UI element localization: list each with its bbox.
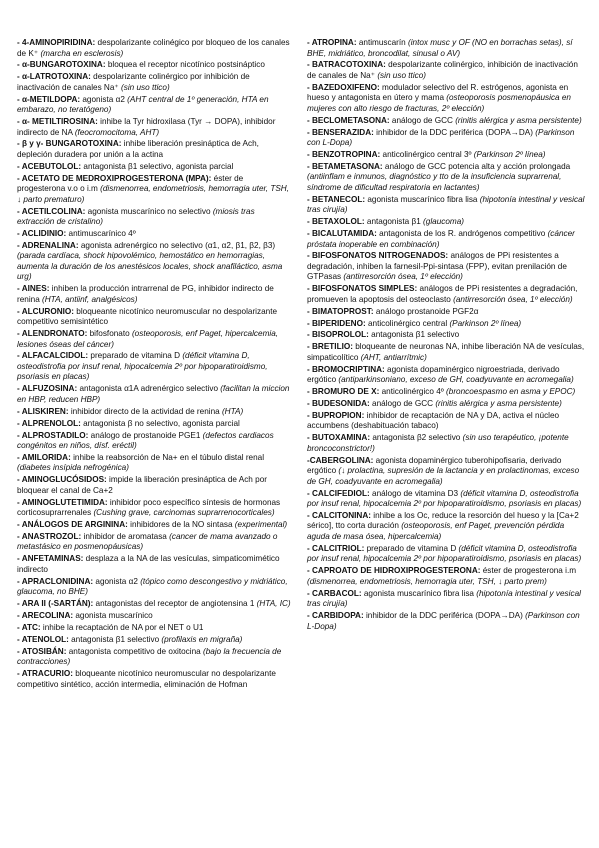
entry-term: - β y γ- BUNGAROTOXINA: (17, 139, 122, 149)
glossary-entry (17, 623, 292, 634)
entry-term: - ALFACALCIDOL: (17, 351, 89, 361)
entry-definition: anticolinérgico central 3º (380, 149, 474, 159)
entry-note: (déficit vitamina D, osteodistrofia por insuf renal, hipocalcemia 2º por hipoparatiroidismo, psoriasis en placas) (307, 488, 582, 509)
entry-term: - BETAXOLOL: (307, 217, 365, 227)
glossary-entry (17, 498, 292, 519)
entry-note: (osteoporosis, enf Paget, hipercalcemia, lesiones óseas del cáncer) (17, 329, 279, 349)
entry-term: - ADRENALINA: (17, 240, 79, 250)
entry-definition: inhibidor de aromatasa (81, 531, 170, 541)
glossary-entry (17, 419, 292, 430)
glossary-entry (17, 241, 292, 283)
glossary-entry (17, 407, 292, 418)
entry-definition: éster de progesterona i.m (480, 566, 577, 576)
entry-note: (Parkinson con L-Dopa) (307, 611, 580, 631)
entry-definition: antagonista competitivo de oxitocina (66, 646, 203, 656)
entry-definition: bifosfonato (87, 329, 132, 339)
entry-definition: despolarizante colinérgico por inhibición de inactivación de canales Na⁺ (17, 72, 250, 92)
entry-definition: agonista dopaminérgico tuberohipofisaria, derivado ergótico (307, 455, 562, 476)
entry-note: (antirresorción ósea, 1º elección) (343, 272, 463, 282)
glossary-entry (17, 647, 292, 668)
entry-term: - CARBIDOPA: (307, 611, 364, 621)
glossary-entry (17, 229, 292, 240)
entry-term: - ALENDRONATO: (17, 329, 88, 339)
glossary-entry (17, 162, 292, 173)
glossary-entry (307, 284, 585, 305)
left-column (17, 38, 292, 692)
entry-note: (hipotonía intestinal y vesical tras cirujía) (307, 194, 585, 215)
entry-definition: agonista α2 (93, 576, 141, 586)
entry-definition: agonista muscarínico no selectivo (85, 206, 213, 216)
entry-definition: análogo de GCC (369, 399, 436, 409)
entry-definition: bloqueante nicotínico neuromuscular no despolarizante competitivo sintético, acción intermedia, eliminación de Hofman (17, 669, 276, 689)
entry-term: - BATRACOTOXINA: (307, 60, 386, 70)
entry-definition: inhibe la Tyr hidroxilasa (Tyr → DOPA), inhibidor indirecto de NA (17, 117, 276, 137)
entry-note: (déficit vitamina D, osteodistrofia por insuf renal, hipocalcemia 2º por hipoparatiroidismo, psoriasis en placas) (307, 543, 582, 564)
entry-term: -CABERGOLINA: (307, 455, 374, 465)
entry-term: - ALCURONIO: (17, 306, 75, 316)
entry-term: - ALPRENOLOL: (17, 418, 81, 428)
entry-definition: agonista α2 (80, 94, 128, 104)
entry-definition: inhibidor directo de la actividad de renina (68, 406, 222, 416)
right-column (307, 38, 585, 633)
glossary-entry (307, 150, 585, 161)
entry-definition: inhibidor de la DDC periférica (DOPA→DA) (363, 611, 526, 621)
glossary-entry (17, 329, 292, 350)
entry-definition: agonista adrenérgico no selectivo (α1, α2, β1, β2, β3) (78, 240, 276, 250)
glossary-entry (17, 207, 292, 228)
entry-term: - CAPROATO DE HIDROXIPROGESTERONA: (307, 566, 481, 576)
entry-term: - ACLIDINIO: (17, 229, 67, 239)
glossary-entry (307, 217, 585, 228)
entry-term: - BIFOSFONATOS SIMPLES: (307, 284, 418, 294)
entry-note: (rinitis alérgica y asma persistente) (435, 399, 562, 409)
entry-term: - BROMOCRIPTINA: (307, 364, 385, 374)
entry-term: - BETAMETASONA: (307, 161, 383, 171)
entry-definition: inhibidores de la NO sintasa (127, 520, 235, 530)
entry-definition: antagonista β1 selectivo (68, 634, 162, 644)
entry-note: (dismenorrea, endometriosis, hemorragia uter, TSH, ↓ parto prem) (307, 576, 547, 586)
glossary-entry (17, 284, 292, 305)
entry-term: - ACEBUTOLOL: (17, 161, 82, 171)
entry-definition: análogo de GCC potencia alta y acción prolongada (382, 161, 571, 171)
entry-term: - ANASTROZOL: (17, 531, 82, 541)
glossary-entry (307, 330, 585, 341)
entry-term: - AINES: (17, 284, 50, 294)
entry-note: (HTA, IC) (256, 599, 291, 609)
entry-note: (marcha en esclerosis) (40, 48, 124, 58)
glossary-entry (307, 60, 585, 81)
glossary-entry (17, 453, 292, 474)
entry-definition: análogos de PPi resistentes a degradación, promueven la apoptosis del osteoclasto (307, 284, 578, 304)
entry-note: (Parkinson 2º línea) (449, 318, 522, 328)
glossary-entry (17, 384, 292, 405)
entry-note: (↓ prolactina, supresión de la lactancia y en prolactinomas, exceso de GH, coadyuvante en acromegalia) (307, 466, 580, 486)
entry-note: (antiparkinsoniano, exceso de GH, coadyuvante en acromegalia) (338, 375, 574, 385)
entry-note: (AHT, antiarrítmic) (360, 352, 427, 362)
entry-term: - BUTOXAMINA: (307, 433, 371, 443)
entry-note: (feocromocitoma, AHT) (74, 127, 160, 137)
glossary-entry (307, 319, 585, 330)
entry-term: - BUDESONIDA: (307, 399, 370, 409)
entry-definition: agonista dopaminérgico nigroestriada, derivado ergótico (307, 364, 560, 385)
entry-note: (intox musc y OF (NO en borrachas setas), sí BHE, midriático, broncodilat, sinusal o AV) (307, 38, 573, 58)
entry-definition: antimuscarín (356, 38, 408, 47)
entry-term: - CARBACOL: (307, 588, 362, 598)
entry-term: - AMINOGLUCÓSIDOS: (17, 475, 107, 485)
entry-term: - BIMATOPROST: (307, 306, 374, 316)
entry-definition: inhibidor poco específico síntesis de hormonas corticosuprarrenales (17, 497, 281, 518)
glossary-entry (307, 456, 585, 488)
glossary-entry (307, 116, 585, 127)
entry-term: - BENZOTROPINA: (307, 149, 381, 159)
entry-note: (bajo la frecuencia de contracciones) (17, 646, 282, 667)
glossary-entry (307, 411, 585, 432)
entry-definition: agonista muscarínico fibra lisa (365, 194, 480, 204)
entry-definition: desplaza a la NA de las vesículas, simpaticomimético indirecto (17, 554, 280, 574)
entry-term: - APRACLONIDINA: (17, 576, 94, 586)
entry-definition: despolarizante colinérgico, inhibición de inactivación de canales de Na⁺ (307, 60, 578, 80)
entry-note: (sin uso ttico) (377, 70, 427, 80)
entry-definition: agonista muscarínico fibra lisa (361, 588, 477, 598)
entry-definition: antimuscarínico 4º (66, 229, 136, 239)
entry-term: - ARECOLINA: (17, 611, 74, 621)
glossary-entry (17, 532, 292, 553)
glossary-entry (307, 83, 585, 115)
entry-note: (Parkinson con L-Dopa) (307, 127, 575, 148)
glossary-entry (17, 611, 292, 622)
entry-term: - ATRACURIO: (17, 669, 73, 679)
entry-definition: antagonista α1A adrenérgico selectivo (77, 384, 221, 394)
glossary-entry (17, 307, 292, 328)
entry-term: - ALFUZOSINA: (17, 384, 78, 394)
entry-note: (facilitan la miccion en HBP, reducen HBP) (17, 384, 290, 404)
glossary-entry (17, 599, 292, 610)
entry-term: - ACETILCOLINA: (17, 206, 86, 216)
entry-term: - BIPERIDENO: (307, 318, 366, 328)
entry-term: - CALCITONINA: (307, 510, 371, 520)
glossary-entry (307, 433, 585, 454)
entry-term: - BIFOSFONATOS NITROGENADOS: (307, 251, 449, 261)
entry-definition: inhibe liberación presináptica de Ach, depleción duradera por unión a la actina (17, 139, 259, 159)
glossary-entry (307, 38, 585, 59)
entry-definition: bloqueante de neuronas NA, inhibe liberación NA de vesículas, simpaticolítico (307, 342, 585, 362)
entry-term: - CALCITRIOL: (307, 543, 365, 553)
entry-term: - BISOPROLOL: (307, 330, 369, 340)
entry-definition: análogos de PPi resistentes a degradación, inhiben la farnesil-Ppi-sintasa (FPP), evitan prenilación de GTPasas (307, 251, 567, 282)
glossary-entry (307, 544, 585, 565)
entry-note: (antiinflam e inmunos, diagnóstico y tto de la insuficiencia suprarrenal, síndrome de dificultad respiratoria en lactantes) (307, 172, 562, 192)
entry-definition: antagonista β2 selectivo (370, 433, 463, 443)
entry-definition: inhiben la producción intrarrenal de PG, inhibidor indirecto de renina (17, 284, 274, 304)
glossary-entry (17, 351, 292, 383)
entry-definition: inhibidor de la DDC periférica (DOPA→DA) (373, 127, 536, 137)
glossary-entry (17, 72, 292, 93)
entry-definition: antagonista de los R. andrógenos competitivo (376, 229, 548, 239)
entry-note: (rinitis alérgica y asma persistente) (455, 115, 582, 125)
glossary-entry (307, 365, 585, 386)
glossary-entry (307, 342, 585, 363)
glossary-entry (17, 669, 292, 690)
entry-term: - BROMURO DE X: (307, 387, 380, 397)
entry-definition: antagonista β1 selectivo, agonista parcial (81, 161, 234, 171)
entry-note: (defectos cardiacos congénitos en niños, dísf. eréctil) (17, 430, 274, 451)
entry-note: (sin uso ttico) (121, 82, 170, 92)
entry-note: (sin uso terapéutico, ¡potente broncoconstrictor!) (307, 433, 569, 453)
glossary-entry (17, 475, 292, 496)
entry-term: - ATROPINA: (307, 38, 357, 47)
entry-note: (cancer de mama avanzado o metastásico en posmenopáusicas) (17, 531, 278, 552)
glossary-entry (307, 511, 585, 543)
entry-term: - α-LATROTOXINA: (17, 72, 91, 82)
entry-note: (déficit vitamina D, osteodistrofia por insuf renal, hipocalcemia 2º por hipoparatiroidismo, psoriasis en placas) (17, 351, 268, 382)
entry-definition: análogo prostanoide PGF2α (373, 306, 479, 316)
entry-term: - BECLOMETASONA: (307, 115, 390, 125)
glossary-entry (17, 431, 292, 452)
entry-note: (hipotonía intestinal y vesical tras cirujía) (307, 588, 581, 609)
glossary-entry (307, 128, 585, 149)
entry-note: (AHT central de 1º generación, HTA en embarazo, no teratógeno) (17, 94, 269, 115)
entry-definition: preparado de vitamina D (88, 351, 183, 361)
glossary-entry (17, 635, 292, 646)
glossary-entry (307, 399, 585, 410)
entry-note: (antirresorción ósea, 1º elección) (453, 294, 573, 304)
entry-note: (osteoporosis posmenopáusica en mujeres con alto riesgo de fracturas, 2º elección) (307, 93, 571, 113)
entry-definition: antagonista β1 (364, 217, 424, 227)
entry-term: - ALISKIREN: (17, 406, 69, 416)
entry-term: - α-BUNGAROTOXINA: (17, 60, 106, 70)
entry-definition: bloquea el receptor nicotínico postsináptico (105, 60, 265, 70)
entry-definition: análogo de prostanoide PGE1 (88, 430, 203, 440)
entry-term: - ATOSIBÁN: (17, 646, 67, 656)
entry-term: - BRETILIO: (307, 342, 353, 352)
entry-term: - α- METILTIROSINA: (17, 117, 98, 127)
entry-note: (HTA) (221, 406, 244, 416)
entry-definition: antagonista β1 selectivo (368, 330, 460, 340)
entry-term: - ATENOLOL: (17, 634, 69, 644)
entry-definition: preparado de vitamina D (364, 543, 459, 553)
glossary-entry (17, 95, 292, 116)
glossary-entry (307, 229, 585, 250)
entry-term: - BICALUTAMIDA: (307, 229, 377, 239)
entry-definition: inhibe a los Oc, reduce la resorción del hueso y la [Ca+2 sérico], tto corta duración (307, 510, 579, 531)
entry-definition: inhibe la reabsorción de Na+ en el túbulo distal renal (70, 452, 265, 462)
glossary-entry (307, 489, 585, 510)
glossary-entry (307, 251, 585, 283)
entry-definition: éster de progesterona v.o o i.m (17, 173, 244, 194)
entry-definition: modulador selectivo del R. estrógenos, agonista en hueso y antagonista en útero y mama (307, 82, 569, 103)
entry-term: - ALPROSTADILO: (17, 430, 89, 440)
entry-definition: despolarizante colinégico por bloqueo de los canales de K⁺ (17, 38, 290, 58)
entry-term: - AMILORIDA: (17, 452, 71, 462)
entry-term: - ANFETAMINAS: (17, 554, 84, 564)
entry-definition: agonista muscarínico (73, 611, 153, 621)
entry-note: (dismenorrea, endometriosis, hemorragia uter, TSH, ↓ parto prematuro) (17, 184, 289, 204)
entry-note: (miosis tras extracción de cristalino) (17, 206, 255, 227)
glossary-entry (307, 566, 585, 587)
entry-term: - BAZEDOXIFENO: (307, 82, 380, 92)
entry-term: - BUPROPION: (307, 410, 365, 420)
entry-note: (HTA, antiinf, analgésicos) (42, 294, 138, 304)
glossary-entry (17, 577, 292, 598)
entry-note: (diabetes insípida nefrogénica) (17, 463, 129, 473)
glossary-entry (17, 117, 292, 138)
entry-term: - BETANECOL: (307, 194, 366, 204)
entry-definition: análogo de GCC (389, 115, 456, 125)
entry-definition: inhibe la recaptación de NA por el NET o U1 (40, 622, 204, 632)
entry-term: - ANÁLOGOS DE ARGININA: (17, 520, 128, 530)
glossary-entry (17, 60, 292, 71)
entry-note: (Cushing grave, carcinomas suprarrenocorticales) (93, 508, 275, 518)
glossary-entry (17, 554, 292, 575)
glossary-entry (307, 589, 585, 610)
entry-definition: anticolinérgico central (365, 318, 450, 328)
entry-note: (broncoespasmo en asma y EPOC) (446, 387, 576, 397)
glossary-entry (17, 139, 292, 160)
entry-definition: antagonista β no selectivo, agonista parcial (80, 418, 240, 428)
entry-note: (profilaxis en migraña) (161, 634, 243, 644)
entry-note: (experimental) (234, 520, 288, 530)
entry-definition: inhibidor de recaptación de NA y DA, activa el núcleo accumbens (deshabituación tabaco) (307, 410, 560, 431)
entry-definition: análogo de vitamina D3 (369, 488, 461, 498)
entry-term: - ATC: (17, 622, 41, 632)
entry-note: (cáncer próstata inoperable en combinación) (307, 229, 575, 249)
entry-definition: bloqueante nicotínico neuromuscular no despolarizante competitivo semisintético (17, 306, 278, 327)
glossary-entry (307, 307, 585, 318)
entry-note: (Parkinson 2º línea) (473, 149, 546, 159)
entry-note: (parada cardíaca, shock hipovolémico, hemostático en hemorragias, aumenta la duración de los anestésicos locales, shock anafiláctico, asma urg) (17, 251, 283, 282)
entry-definition: anticolinérgico 4º (379, 387, 447, 397)
entry-definition: impide la liberación presináptica de Ach por bloquear el canal de Ca+2 (17, 475, 267, 495)
entry-term: - BENSERAZIDA: (307, 127, 374, 137)
glossary-entry (307, 611, 585, 632)
glossary-entry (17, 38, 292, 59)
glossary-entry (307, 162, 585, 194)
entry-term: - α-METILDOPA: (17, 94, 81, 104)
entry-note: (tópico como descongestivo y midriático, glaucoma, no BHE) (17, 576, 288, 597)
glossary-entry (307, 387, 585, 398)
glossary-entry (17, 174, 292, 206)
entry-term: - 4-AMINOPIRIDINA: (17, 38, 96, 47)
entry-term: - AMINOGLUTETIMIDA: (17, 497, 108, 507)
entry-note: (osteoporosis, enf Paget, prevención pérdida aguda de masa ósea, hipercalcemia) (307, 521, 565, 541)
glossary-entry (307, 195, 585, 216)
entry-definition: antagonistas del receptor de angiotensina 1 (93, 599, 257, 609)
entry-term: - ARA II (-SARTÁN): (17, 599, 94, 609)
entry-term: - ACETATO DE MEDROXIPROGESTERONA (MPA): (17, 173, 212, 183)
glossary-entry (17, 520, 292, 531)
entry-term: - CALCIFEDIOL: (307, 488, 370, 498)
entry-note: (glaucoma) (423, 217, 465, 227)
